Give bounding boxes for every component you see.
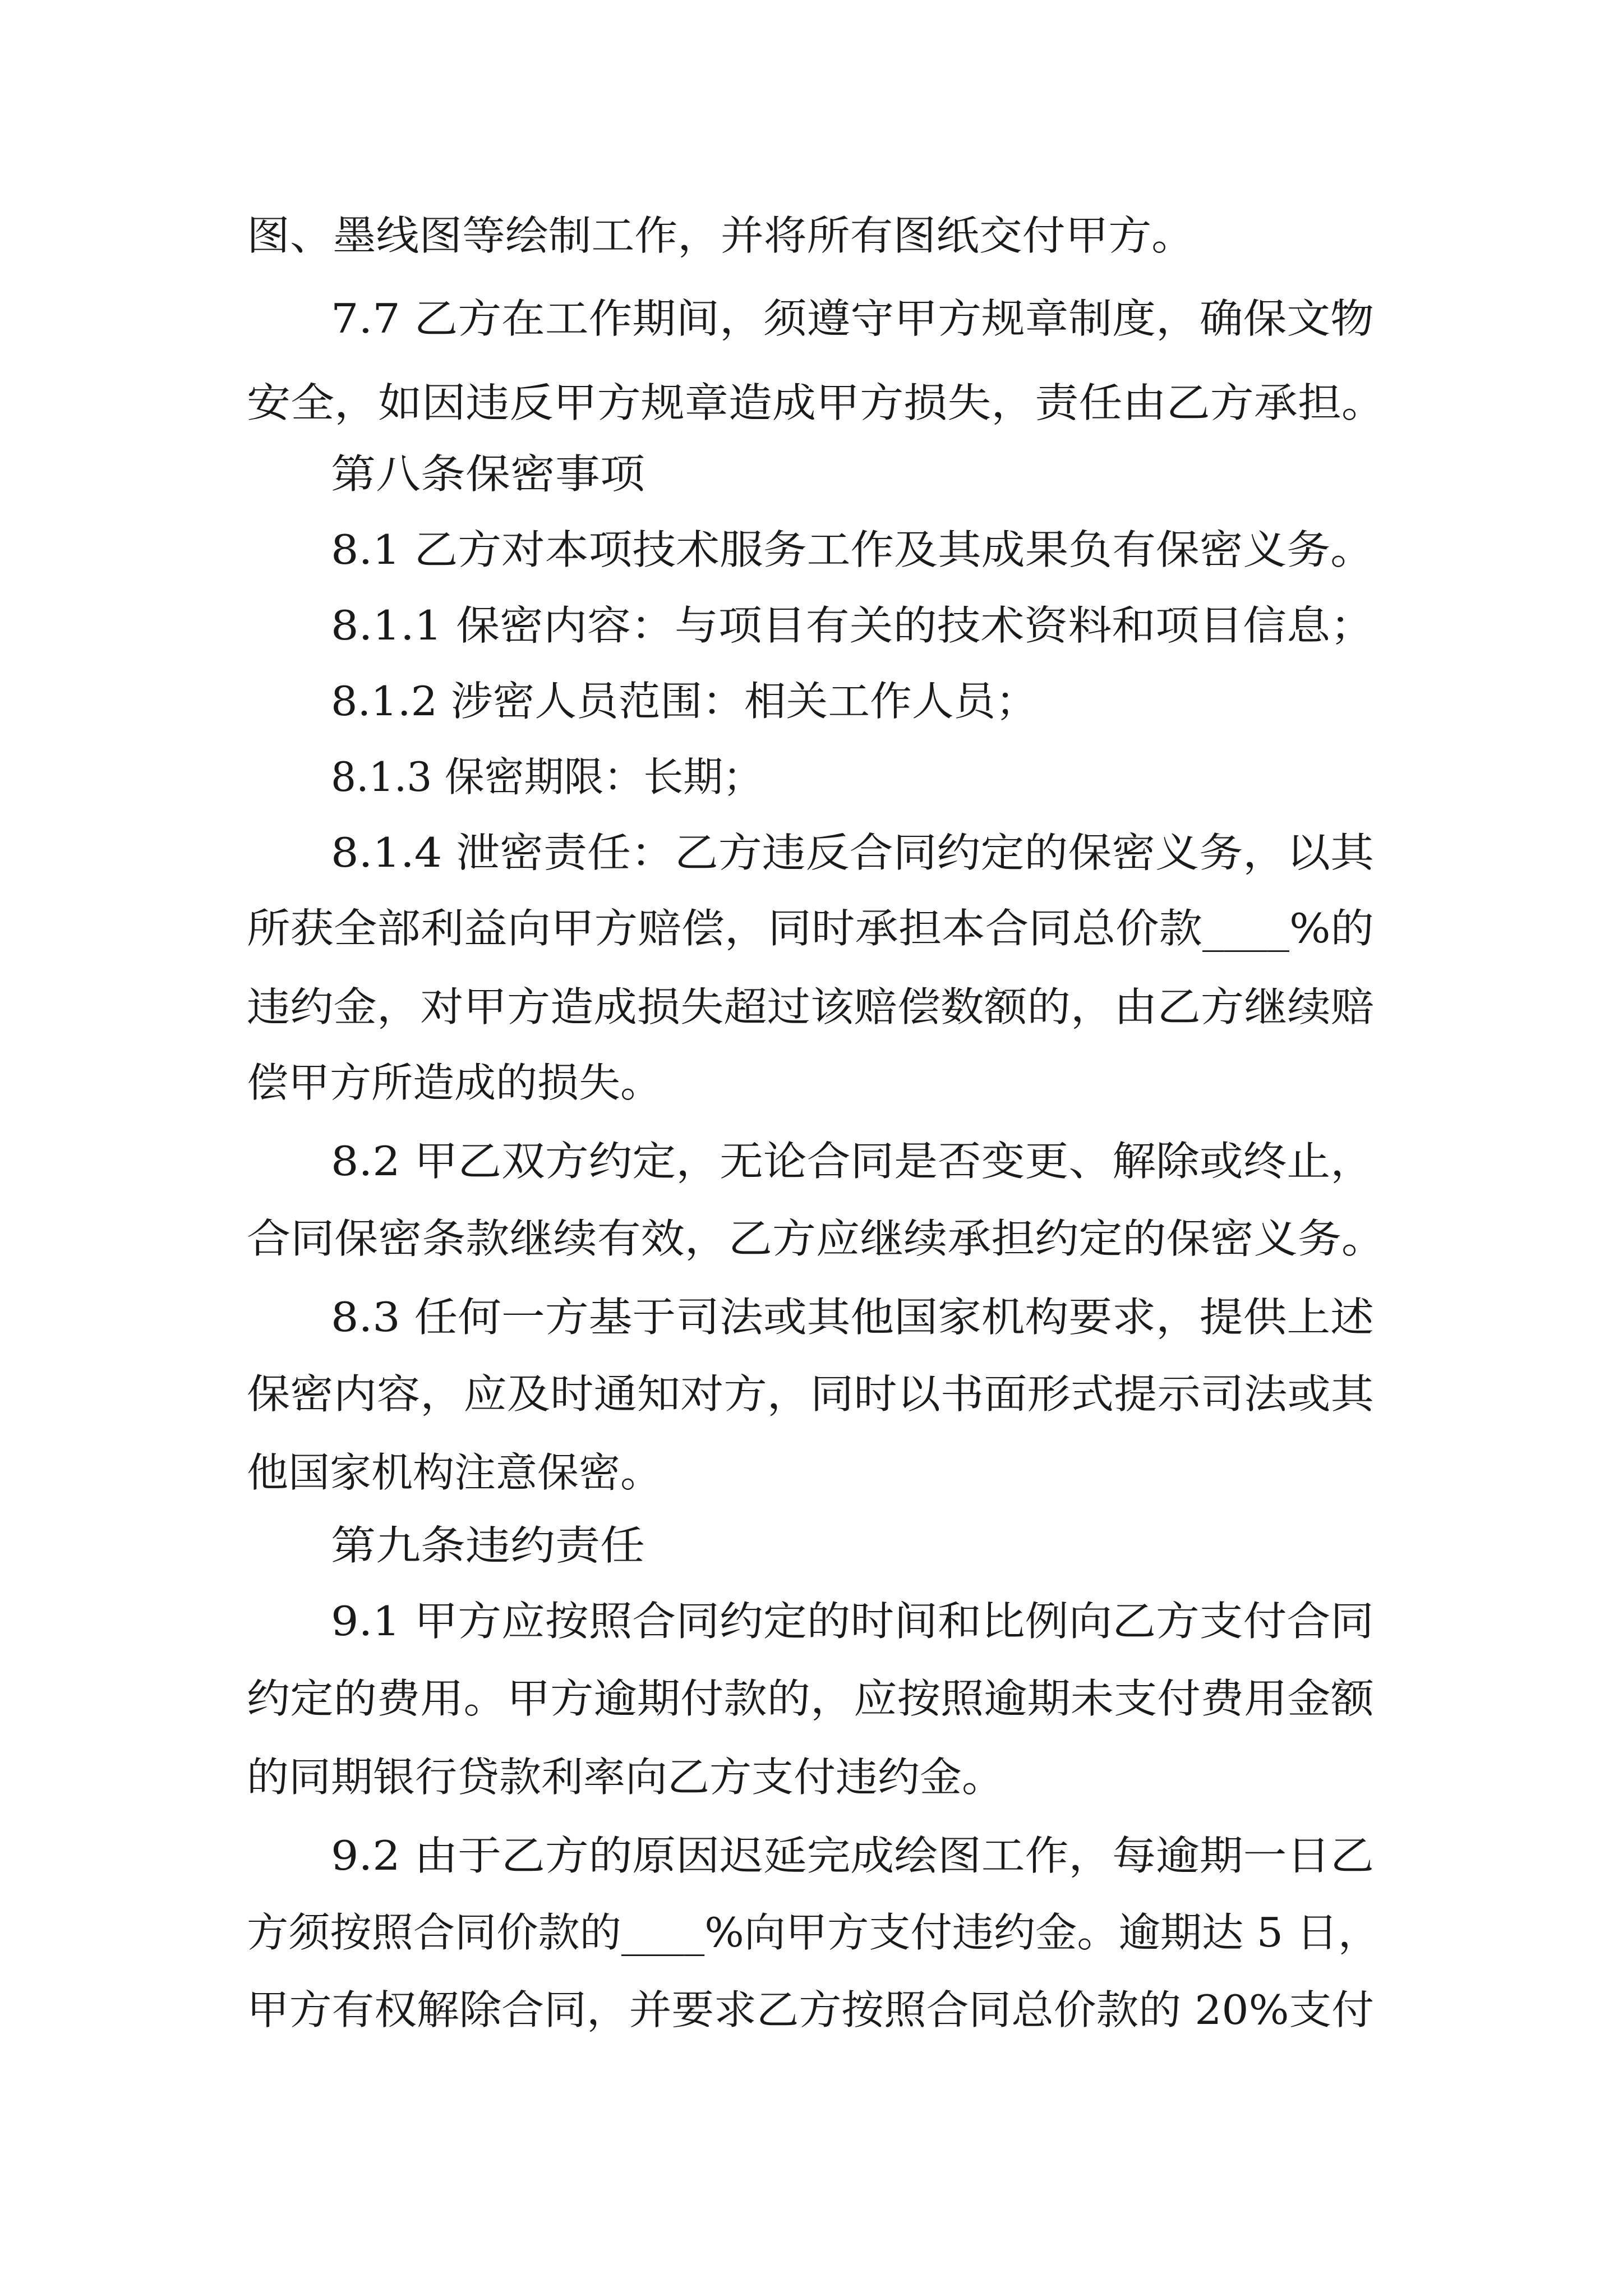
text-line: 图、墨线图等绘制工作，并将所有图纸交付甲方。	[247, 212, 1195, 259]
text-line: 保密内容，应及时通知对方，同时以书面形式提示司法或其	[247, 1370, 1374, 1418]
text-line: 8.1.3 保密期限：长期；	[331, 753, 763, 800]
text-line: 9.1 甲方应按照合同约定的时间和比例向乙方支付合同	[331, 1598, 1374, 1645]
text-line: 约定的费用。甲方逾期付款的，应按照逾期未支付费用金额	[247, 1675, 1374, 1722]
text-line: 安全，如因违反甲方规章造成甲方损失，责任由乙方承担。	[247, 379, 1385, 426]
text-line: 8.1.4 泄密责任：乙方违反合同约定的保密义务，以其	[331, 829, 1374, 876]
text-line: 合同保密条款继续有效，乙方应继续承担约定的保密义务。	[247, 1215, 1385, 1262]
text-line: 9.2 由于乙方的原因迟延完成绘图工作，每逾期一日乙	[331, 1832, 1374, 1879]
text-line: 8.1 乙方对本项技术服务工作及其成果负有保密义务。	[331, 526, 1374, 573]
text-line: 8.3 任何一方基于司法或其他国家机构要求，提供上述	[331, 1294, 1374, 1341]
text-line: 8.2 甲乙双方约定，无论合同是否变更、解除或终止，	[331, 1138, 1374, 1185]
text-line: 8.1.1 保密内容：与项目有关的技术资料和项目信息；	[331, 602, 1374, 649]
text-line: 甲方有权解除合同，并要求乙方按照合同总价款的 20%支付	[247, 1986, 1374, 2033]
text-line: 方须按照合同价款的____%向甲方支付违约金。逾期达 5 日，	[247, 1909, 1380, 1956]
text-line: 8.1.2 涉密人员范围：相关工作人员；	[331, 678, 1038, 725]
section-heading: 第八条保密事项	[331, 450, 645, 498]
text-line: 的同期银行贷款利率向乙方支付违约金。	[247, 1754, 1004, 1801]
text-line: 7.7 乙方在工作期间，须遵守甲方规章制度，确保文物	[331, 295, 1374, 342]
text-line: 违约金，对甲方造成损失超过该赔偿数额的，由乙方继续赔	[247, 983, 1374, 1030]
text-line: 他国家机构注意保密。	[247, 1449, 662, 1496]
text-line: 所获全部利益向甲方赔偿，同时承担本合同总价款____%的	[247, 905, 1374, 952]
section-heading: 第九条违约责任	[331, 1522, 645, 1569]
text-line: 偿甲方所造成的损失。	[247, 1059, 662, 1106]
